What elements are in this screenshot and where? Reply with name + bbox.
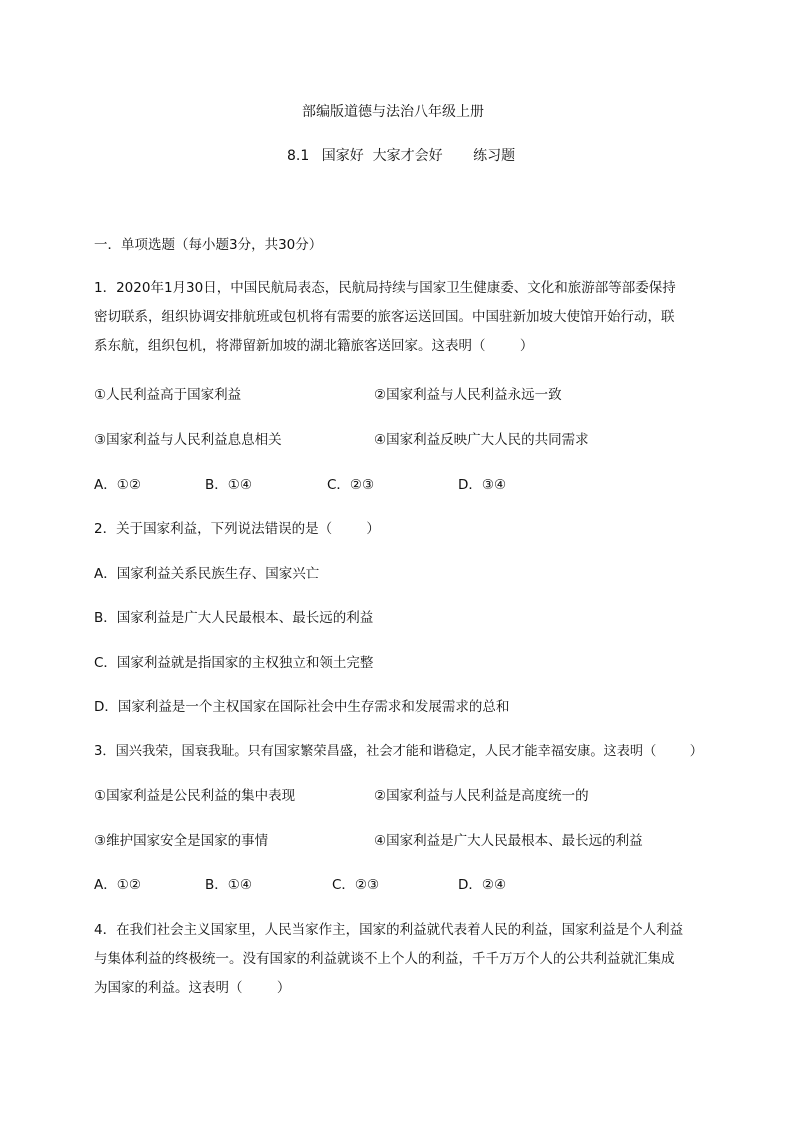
question-3-choice-c: C．②③ (332, 877, 380, 893)
question-4-line-1: 4．在我们社会主义国家里，人民当家作主，国家的利益就代表着人民的利益，国家利益是个人利益 (94, 922, 684, 938)
question-3-choice-a: A．①② (94, 877, 141, 893)
question-2-option-c: C．国家利益就是指国家的主权独立和领土完整 (94, 655, 374, 671)
question-1-choice-c: C．②③ (327, 477, 375, 493)
question-2-option-a: A．国家利益关系民族生存、国家兴亡 (94, 566, 320, 582)
section-heading: 一．单项选题（每小题3分，共30分） (94, 237, 323, 253)
document-title: 部编版道德与法治八年级上册 (302, 104, 484, 120)
question-1-stem (94, 274, 706, 361)
question-1-statement-1: ①人民利益高于国家利益 (94, 387, 242, 403)
question-1-line-3: 系东航，组织包机，将滞留新加坡的湖北籍旅客送回家。这表明（ ） (94, 338, 534, 354)
question-1-choice-a: A．①② (94, 477, 141, 493)
question-4-line-3: 为国家的利益。这表明（ ） (94, 980, 291, 996)
subtitle-number: 8.1 (287, 148, 310, 164)
subtitle-tail: 练习题 (473, 148, 516, 164)
question-1-statement-3: ③国家利益与人民利益息息相关 (94, 432, 282, 448)
question-3-statement-2: ②国家利益与人民利益是高度统一的 (374, 788, 589, 804)
question-4-stem (94, 916, 706, 1003)
question-3-choice-d: D．②④ (458, 877, 507, 893)
question-1-line-1: 1．2020年1月30日，中国民航局表态，民航局持续与国家卫生健康委、文化和旅游部等部委保持 (94, 280, 676, 296)
question-3-stem: 3．国兴我荣，国衰我耻。只有国家繁荣昌盛，社会才能和谐稳定，人民才能幸福安康。这表明（ ） (94, 744, 703, 759)
question-1-line-2: 密切联系，组织协调安排航班或包机将有需要的旅客运送回国。中国驻新加坡大使馆开始行动，联 (94, 309, 675, 325)
question-1-choice-b: B．①④ (205, 477, 252, 493)
question-1-choice-d: D．③④ (458, 477, 507, 493)
question-2-stem: 2．关于国家利益，下列说法错误的是（ ） (94, 521, 380, 537)
question-3-statement-4: ④国家利益是广大人民最根本、最长远的利益 (374, 833, 643, 849)
question-4-line-2: 与集体利益的终极统一。没有国家的利益就谈不上个人的利益，千千万万个人的公共利益就汇集成 (94, 951, 675, 967)
question-1-statement-2: ②国家利益与人民利益永远一致 (374, 387, 562, 403)
subtitle-text: 国家好 大家才会好 (321, 148, 443, 164)
question-2-option-d: D．国家利益是一个主权国家在国际社会中生存需求和发展需求的总和 (94, 699, 510, 715)
question-1-statement-4: ④国家利益反映广大人民的共同需求 (374, 432, 589, 448)
question-3-statement-3: ③维护国家安全是国家的事情 (94, 833, 269, 849)
question-3-statement-1: ①国家利益是公民利益的集中表现 (94, 788, 296, 804)
document-subtitle (287, 147, 515, 165)
question-2-option-b: B．国家利益是广大人民最根本、最长远的利益 (94, 610, 374, 626)
question-3-choice-b: B．①④ (205, 877, 252, 893)
